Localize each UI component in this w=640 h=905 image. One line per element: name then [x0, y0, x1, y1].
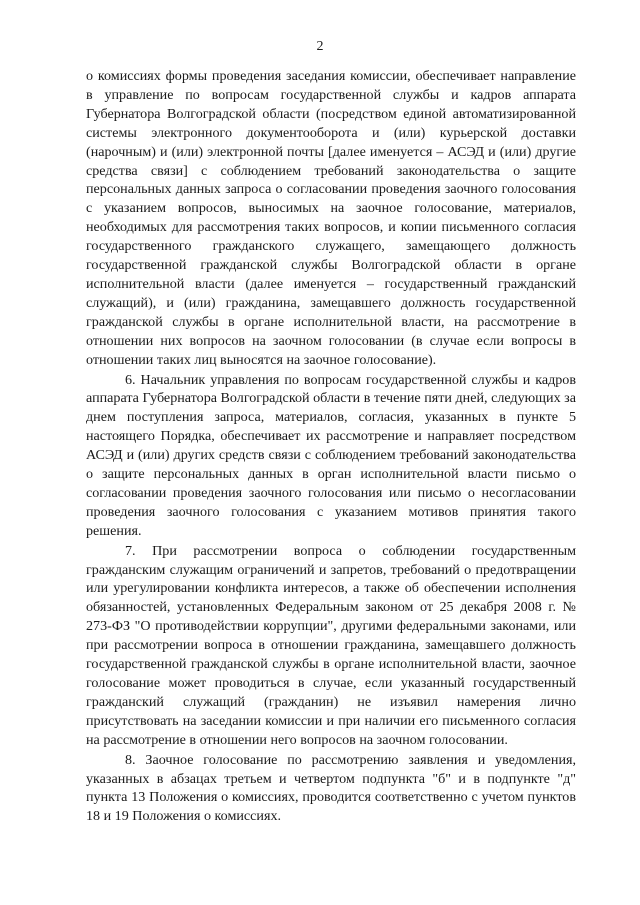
page-number: 2 — [316, 39, 324, 54]
paragraph-item-8: 8. Заочное голосование по рассмотрению заявления и уведомления, указанных в абзацах третьем и четвертом подпункта "б" и в подпункте "д" пункта 13 Положения о комиссиях, проводится соответственно с учетом пунктов 18 и 19 Положения о комиссиях. — [86, 751, 576, 825]
paragraph-item-6: 6. Начальник управления по вопросам государственной службы и кадров аппарата Губернатора Волгоградской области в течение пяти дней, следующих за днем поступления запроса, материалов, согласия, указанных в пункте 5 настоящего Порядка, обеспечивает их рассмотрение и направляет посредством АСЭД и (или) других средств связи с соблюдением требований законодательства о защите персональных данных в орган исполнительной власти письмо о согласовании проведения заочного голосования или письмо о несогласовании проведения заочного голосования с указанием мотивов принятия такого решения. — [86, 371, 576, 539]
paragraph-item-7: 7. При рассмотрении вопроса о соблюдении государственным гражданским служащим ограничений и запретов, требований о предотвращении или урегулировании конфликта интересов, а также об обеспечении исполнения обязанностей, установленных Федеральным законом от 25 декабря 2008 г. № 273-ФЗ "О противодействии коррупции", другими федеральными законами, или при рассмотрении вопроса в отношении гражданина, замещавшего должность государственной гражданской службы в органе исполнительной власти, заочное голосование может проводиться в случае, если указанный государственный гражданский служащий (гражданин) не изъявил намерения лично присутствовать на заседании комиссии и при наличии его письменного согласия на рассмотрение в отношении него вопросов на заочном голосовании. — [86, 542, 576, 748]
paragraph-continuation: о комиссиях формы проведения заседания комиссии, обеспечивает направление в управление по вопросам государственной службы и кадров аппарата Губернатора Волгоградской области (посредством единой автоматизированной системы электронного документооборота и (или) курьерской доставки (нарочным) и (или) электронной почты [далее именуется – АСЭД и (или) другие средства связи] с соблюдением требований законодательства о защите персональных данных запроса о согласовании проведения заочного голосования с указанием вопросов, выносимых на заочное голосование, материалов, необходимых для рассмотрения таких вопросов, и копии письменного согласия государственного гражданского служащего, замещающего должность государственной гражданской службы Волгоградской области в органе исполнительной власти (далее именуется – государственный гражданский служащий), и (или) гражданина, замещавшего должность государственной гражданской службы в органе исполнительной власти, на рассмотрение в отношении них вопросов на заочном голосовании (в случае если вопросы в отношении таких лиц выносятся на заочное голосование). — [86, 68, 576, 368]
document-body — [86, 67, 576, 826]
